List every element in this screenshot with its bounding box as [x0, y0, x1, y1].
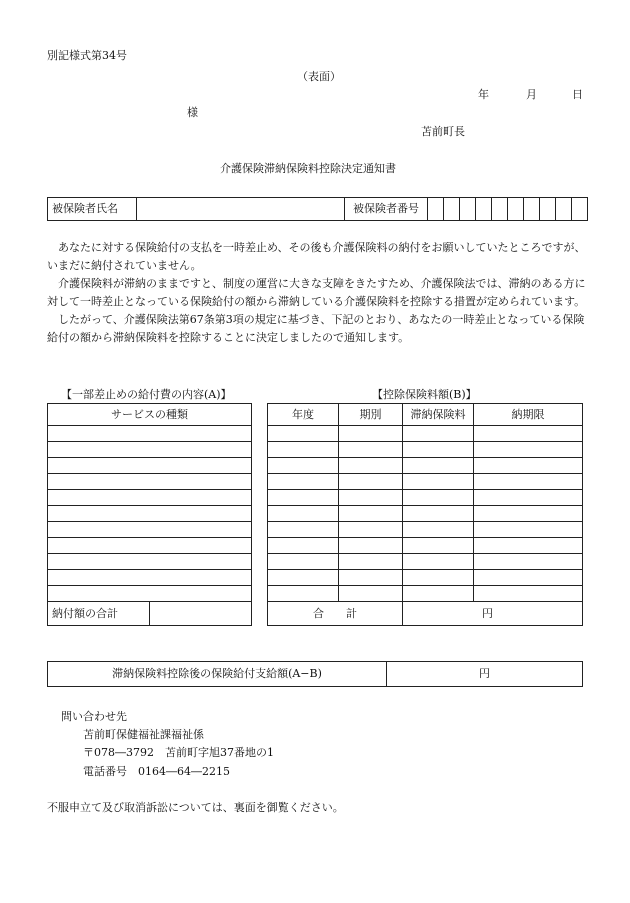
table-b-cell[interactable] [474, 522, 583, 538]
notice-body [47, 239, 587, 347]
table-b-cell[interactable] [403, 522, 474, 538]
table-a-row[interactable] [48, 442, 252, 458]
contact-address: 〒078―3792 苫前町字旭37番地の1 [83, 746, 274, 759]
insured-number-box[interactable] [540, 198, 556, 221]
contact-heading: 問い合わせ先 [61, 710, 127, 723]
table-a [47, 403, 252, 626]
insured-number-label: 被保険者番号 [345, 198, 428, 221]
table-b [267, 403, 583, 626]
recipient-honorific: 様 [187, 106, 198, 119]
table-b-cell[interactable] [403, 474, 474, 490]
net-payment-label: 滞納保険料控除後の保険給付支給額(A−B) [48, 662, 387, 687]
contact-phone: 電話番号 0164―64―2215 [83, 765, 230, 778]
table-b-cell[interactable] [339, 426, 403, 442]
appeal-note: 不服申立て及び取消訴訟については、裏面を御覧ください。 [47, 801, 344, 814]
table-b-cell[interactable] [268, 522, 339, 538]
table-a-row[interactable] [48, 538, 252, 554]
table-b-cell[interactable] [474, 458, 583, 474]
table-a-row[interactable] [48, 426, 252, 442]
paragraph: あなたに対する保険給付の支払を一時差止め、その後も介護保険料の納付をお願いしていたところですが、いまだに納付されていません。 [47, 241, 586, 272]
form-number: 別記様式第34号 [47, 49, 127, 62]
yen-unit: 円 [482, 606, 493, 620]
paragraph: したがって、介護保険法第67条第3項の規定に基づき、下記のとおり、あなたの一時差止となっている保険給付の額から滞納保険料を控除することに決定しましたので通知します。 [47, 313, 585, 344]
table-a-row[interactable] [48, 554, 252, 570]
table-b-cell[interactable] [474, 442, 583, 458]
date-year: 年 [478, 88, 489, 101]
issuer: 苫前町長 [421, 125, 465, 138]
insured-number-box[interactable] [508, 198, 524, 221]
side-label: （表面） [297, 70, 341, 83]
table-b-cell[interactable] [474, 554, 583, 570]
due-date-header: 納期限 [474, 404, 583, 426]
table-b-cell[interactable] [268, 554, 339, 570]
table-b-cell[interactable] [268, 586, 339, 602]
date-month: 月 [526, 88, 537, 101]
table-b-cell[interactable] [339, 490, 403, 506]
net-payment-field[interactable] [387, 662, 583, 687]
service-type-header: サービスの種類 [48, 404, 252, 426]
table-a-row[interactable] [48, 522, 252, 538]
table-b-cell[interactable] [403, 538, 474, 554]
insured-info-table [47, 197, 588, 221]
insured-number-box[interactable] [492, 198, 508, 221]
insured-number-box[interactable] [428, 198, 444, 221]
table-b-cell[interactable] [268, 570, 339, 586]
table-b-cell[interactable] [403, 570, 474, 586]
table-a-row[interactable] [48, 570, 252, 586]
table-b-caption: 【控除保険料額(B)】 [372, 388, 477, 401]
table-b-cell[interactable] [474, 570, 583, 586]
arrears-header: 滞納保険料 [403, 404, 474, 426]
insured-number-box[interactable] [524, 198, 540, 221]
table-b-cell[interactable] [339, 442, 403, 458]
table-b-cell[interactable] [474, 538, 583, 554]
fiscal-year-header: 年度 [268, 404, 339, 426]
table-b-cell[interactable] [474, 426, 583, 442]
insured-number-box[interactable] [476, 198, 492, 221]
paragraph: 介護保険料が滞納のままですと、制度の運営に大きな支障をきたすため、介護保険法では、滞納のある方に対して一時差止となっている保険給付の額から滞納している介護保険料を控除する措置が定められています。 [47, 277, 586, 308]
insured-number-box[interactable] [572, 198, 588, 221]
period-header: 期別 [339, 404, 403, 426]
table-b-cell[interactable] [474, 490, 583, 506]
insured-number-box[interactable] [460, 198, 476, 221]
table-b-cell[interactable] [339, 458, 403, 474]
table-b-cell[interactable] [339, 506, 403, 522]
table-b-cell[interactable] [339, 554, 403, 570]
insured-number-box[interactable] [444, 198, 460, 221]
table-b-cell[interactable] [268, 490, 339, 506]
table-b-cell[interactable] [474, 586, 583, 602]
table-b-cell[interactable] [268, 474, 339, 490]
total-amount-field[interactable] [403, 602, 583, 626]
table-b-cell[interactable] [339, 522, 403, 538]
table-a-caption: 【一部差止めの給付費の内容(A)】 [61, 388, 232, 401]
table-b-cell[interactable] [403, 442, 474, 458]
insured-name-field[interactable] [137, 198, 345, 221]
summary-table [47, 661, 583, 687]
date-day: 日 [572, 88, 583, 101]
table-a-row[interactable] [48, 586, 252, 602]
insured-number-box[interactable] [556, 198, 572, 221]
table-a-row[interactable] [48, 490, 252, 506]
table-b-cell[interactable] [268, 442, 339, 458]
table-b-cell[interactable] [339, 538, 403, 554]
table-a-row[interactable] [48, 506, 252, 522]
table-b-cell[interactable] [403, 506, 474, 522]
table-b-cell[interactable] [268, 458, 339, 474]
table-b-cell[interactable] [474, 506, 583, 522]
table-b-cell[interactable] [403, 426, 474, 442]
yen-unit: 円 [479, 667, 490, 681]
table-b-cell[interactable] [339, 474, 403, 490]
table-b-cell[interactable] [403, 458, 474, 474]
total-payment-label: 納付額の合計 [48, 602, 150, 626]
table-b-cell[interactable] [403, 586, 474, 602]
table-b-cell[interactable] [339, 586, 403, 602]
document-title: 介護保険滞納保険料控除決定通知書 [220, 162, 396, 175]
table-b-cell[interactable] [268, 538, 339, 554]
table-b-cell[interactable] [474, 474, 583, 490]
contact-office: 苫前町保健福祉課福祉係 [83, 728, 204, 741]
table-a-row[interactable] [48, 458, 252, 474]
table-b-cell[interactable] [268, 426, 339, 442]
total-payment-field[interactable] [150, 602, 252, 626]
table-b-cell[interactable] [403, 554, 474, 570]
table-b-cell[interactable] [339, 570, 403, 586]
insured-name-label: 被保険者氏名 [48, 198, 137, 221]
total-label: 合 計 [268, 602, 403, 626]
table-a-row[interactable] [48, 474, 252, 490]
table-b-cell[interactable] [268, 506, 339, 522]
table-b-cell[interactable] [403, 490, 474, 506]
